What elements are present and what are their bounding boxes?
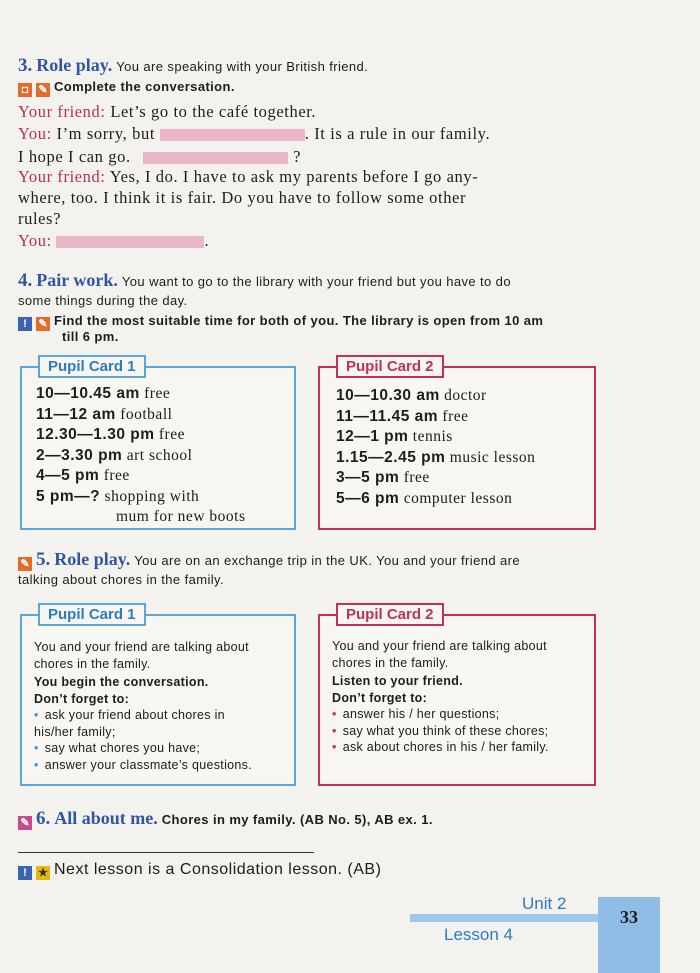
bullet-item: • answer your classmate’s questions. xyxy=(34,757,288,774)
dialogue-text: rules? xyxy=(18,209,61,228)
bullet-item: • say what you think of these chores; xyxy=(332,723,588,740)
exercise-5-header xyxy=(18,549,520,571)
schedule-list xyxy=(36,384,245,528)
unit-label: Unit 2 xyxy=(522,894,567,913)
exercise-4-header xyxy=(18,270,511,292)
schedule-row: 10—10.45 am free xyxy=(36,385,171,402)
card-tab: Pupil Card 1 xyxy=(38,355,146,378)
exercise-intro: You are on an exchange trip in the UK. You and your friend are xyxy=(134,553,520,568)
answer-blank[interactable] xyxy=(143,152,288,164)
divider xyxy=(18,852,314,853)
writing-icon: ✎ xyxy=(18,816,32,830)
card-tab: Pupil Card 1 xyxy=(38,603,146,626)
star-icon: ★ xyxy=(36,866,50,880)
exercise-6-header xyxy=(18,808,433,830)
writing-icon: ✎ xyxy=(36,317,50,331)
exercise-number: 6. xyxy=(36,808,51,829)
speaker-label: Your friend: xyxy=(18,167,106,186)
page-number-box xyxy=(598,897,660,973)
card-paragraph: chores in the family. xyxy=(34,656,151,671)
card-instruction: Don’t forget to: xyxy=(34,691,130,706)
exercise-3-header xyxy=(18,55,368,77)
bullet-item: • ask your friend about chores in xyxy=(34,707,288,724)
speaker-label: Your friend: xyxy=(18,102,106,121)
bullet-item: • answer his / her questions; xyxy=(332,706,588,723)
exercise-title: Role play. xyxy=(36,55,113,75)
pupil-card-2 xyxy=(318,606,596,786)
dialogue-punct: ? xyxy=(293,147,302,166)
schedule-list xyxy=(336,386,535,509)
exercise-title: Role play. xyxy=(54,549,131,569)
schedule-row: 12.30—1.30 pm free xyxy=(36,426,185,443)
schedule-row: 5—6 pm computer lesson xyxy=(336,489,513,507)
exercise-intro-cont: talking about chores in the family. xyxy=(18,572,224,587)
card-instruction: Don’t forget to: xyxy=(332,690,428,705)
card-tab: Pupil Card 2 xyxy=(336,603,444,626)
schedule-row: 5 pm—? shopping with xyxy=(36,487,200,505)
card-tab: Pupil Card 2 xyxy=(336,355,444,378)
answer-blank[interactable] xyxy=(56,236,204,248)
dialogue-line xyxy=(18,123,604,144)
dialogue-text: I hope I can go. xyxy=(18,147,131,166)
exclamation-icon: ! xyxy=(18,317,32,331)
speaking-icon: ◘ xyxy=(18,83,32,97)
schedule-row: 11—12 am football xyxy=(36,405,173,423)
exercise-number: 4. xyxy=(18,270,33,291)
dialogue-text: I’m sorry, but xyxy=(56,124,156,143)
writing-icon: ✎ xyxy=(36,83,50,97)
card-paragraph: You and your friend are talking about xyxy=(34,640,249,654)
speaker-label: You: xyxy=(18,124,52,143)
card-instruction: Listen to your friend. xyxy=(332,674,463,688)
bullet-item-cont: his/her family; xyxy=(34,724,116,739)
schedule-row: 3—5 pm free xyxy=(336,469,430,486)
card-instruction: You begin the conversation. xyxy=(34,675,209,689)
card-paragraph: You and your friend are talking about xyxy=(332,639,547,653)
bullet-item: • say what chores you have; xyxy=(34,740,288,757)
dialogue-text: Let’s go to the café together. xyxy=(110,102,317,121)
instruction-text: Find the most suitable time for both of you. The library is open from 10 am xyxy=(54,313,544,328)
pupil-card-2 xyxy=(318,358,596,530)
exercise-intro-cont: some things during the day. xyxy=(18,293,188,308)
dialogue-text: . It is a rule in our family. xyxy=(304,124,491,143)
lesson-label: Lesson 4 xyxy=(444,925,513,944)
exercise-intro: You are speaking with your British friend. xyxy=(116,59,369,74)
dialogue-line xyxy=(18,230,604,251)
exercise-number: 3. xyxy=(18,55,33,76)
dialogue-line xyxy=(18,146,604,167)
pupil-card-1 xyxy=(20,606,296,786)
dialogue-text: Yes, I do. I have to ask my parents before I go any- xyxy=(109,167,479,186)
dialogue-line xyxy=(18,187,604,208)
schedule-row: 1.15—2.45 pm music lesson xyxy=(336,448,536,466)
speaking-icon: ✎ xyxy=(18,557,32,571)
exercise-number: 5. xyxy=(36,549,51,570)
schedule-row: 4—5 pm free xyxy=(36,467,130,484)
bullet-item: • ask about chores in his / her family. xyxy=(332,739,588,756)
footer-bar xyxy=(410,914,600,922)
instruction-text: Complete the conversation. xyxy=(54,79,235,94)
schedule-row: 2—3.30 pm art school xyxy=(36,446,193,464)
exercise-text: Chores in my family. (AB No. 5), AB ex. 1. xyxy=(161,812,433,827)
card-paragraph: chores in the family. xyxy=(332,655,449,670)
schedule-row-cont: mum for new boots xyxy=(116,508,246,525)
exercise-3-instruction xyxy=(18,78,235,97)
speaker-label: You: xyxy=(18,231,52,250)
dialogue-punct: . xyxy=(204,231,210,250)
page-number: 33 xyxy=(620,907,638,927)
card-body xyxy=(34,639,288,773)
schedule-row: 10—10.30 am doctor xyxy=(336,387,487,404)
card-body xyxy=(332,638,588,756)
next-lesson-note xyxy=(18,861,381,880)
answer-blank[interactable] xyxy=(160,129,305,141)
schedule-row: 11—11.45 am free xyxy=(336,407,469,425)
dialogue-line xyxy=(18,208,604,229)
dialogue-line xyxy=(18,101,604,122)
exercise-title: Pair work. xyxy=(36,270,118,290)
pupil-card-1 xyxy=(20,358,296,530)
exercise-intro: You want to go to the library with your friend but you have to do xyxy=(121,274,511,289)
exclamation-icon: ! xyxy=(18,866,32,880)
next-lesson-text: Next lesson is a Consolidation lesson. (AB) xyxy=(54,861,382,878)
dialogue-line xyxy=(18,166,604,187)
instruction-text-cont: till 6 pm. xyxy=(62,329,119,344)
dialogue-text: where, too. I think it is fair. Do you have to follow some other xyxy=(18,188,467,207)
exercise-title: All about me. xyxy=(54,808,158,828)
schedule-row: 12—1 pm tennis xyxy=(336,428,453,445)
